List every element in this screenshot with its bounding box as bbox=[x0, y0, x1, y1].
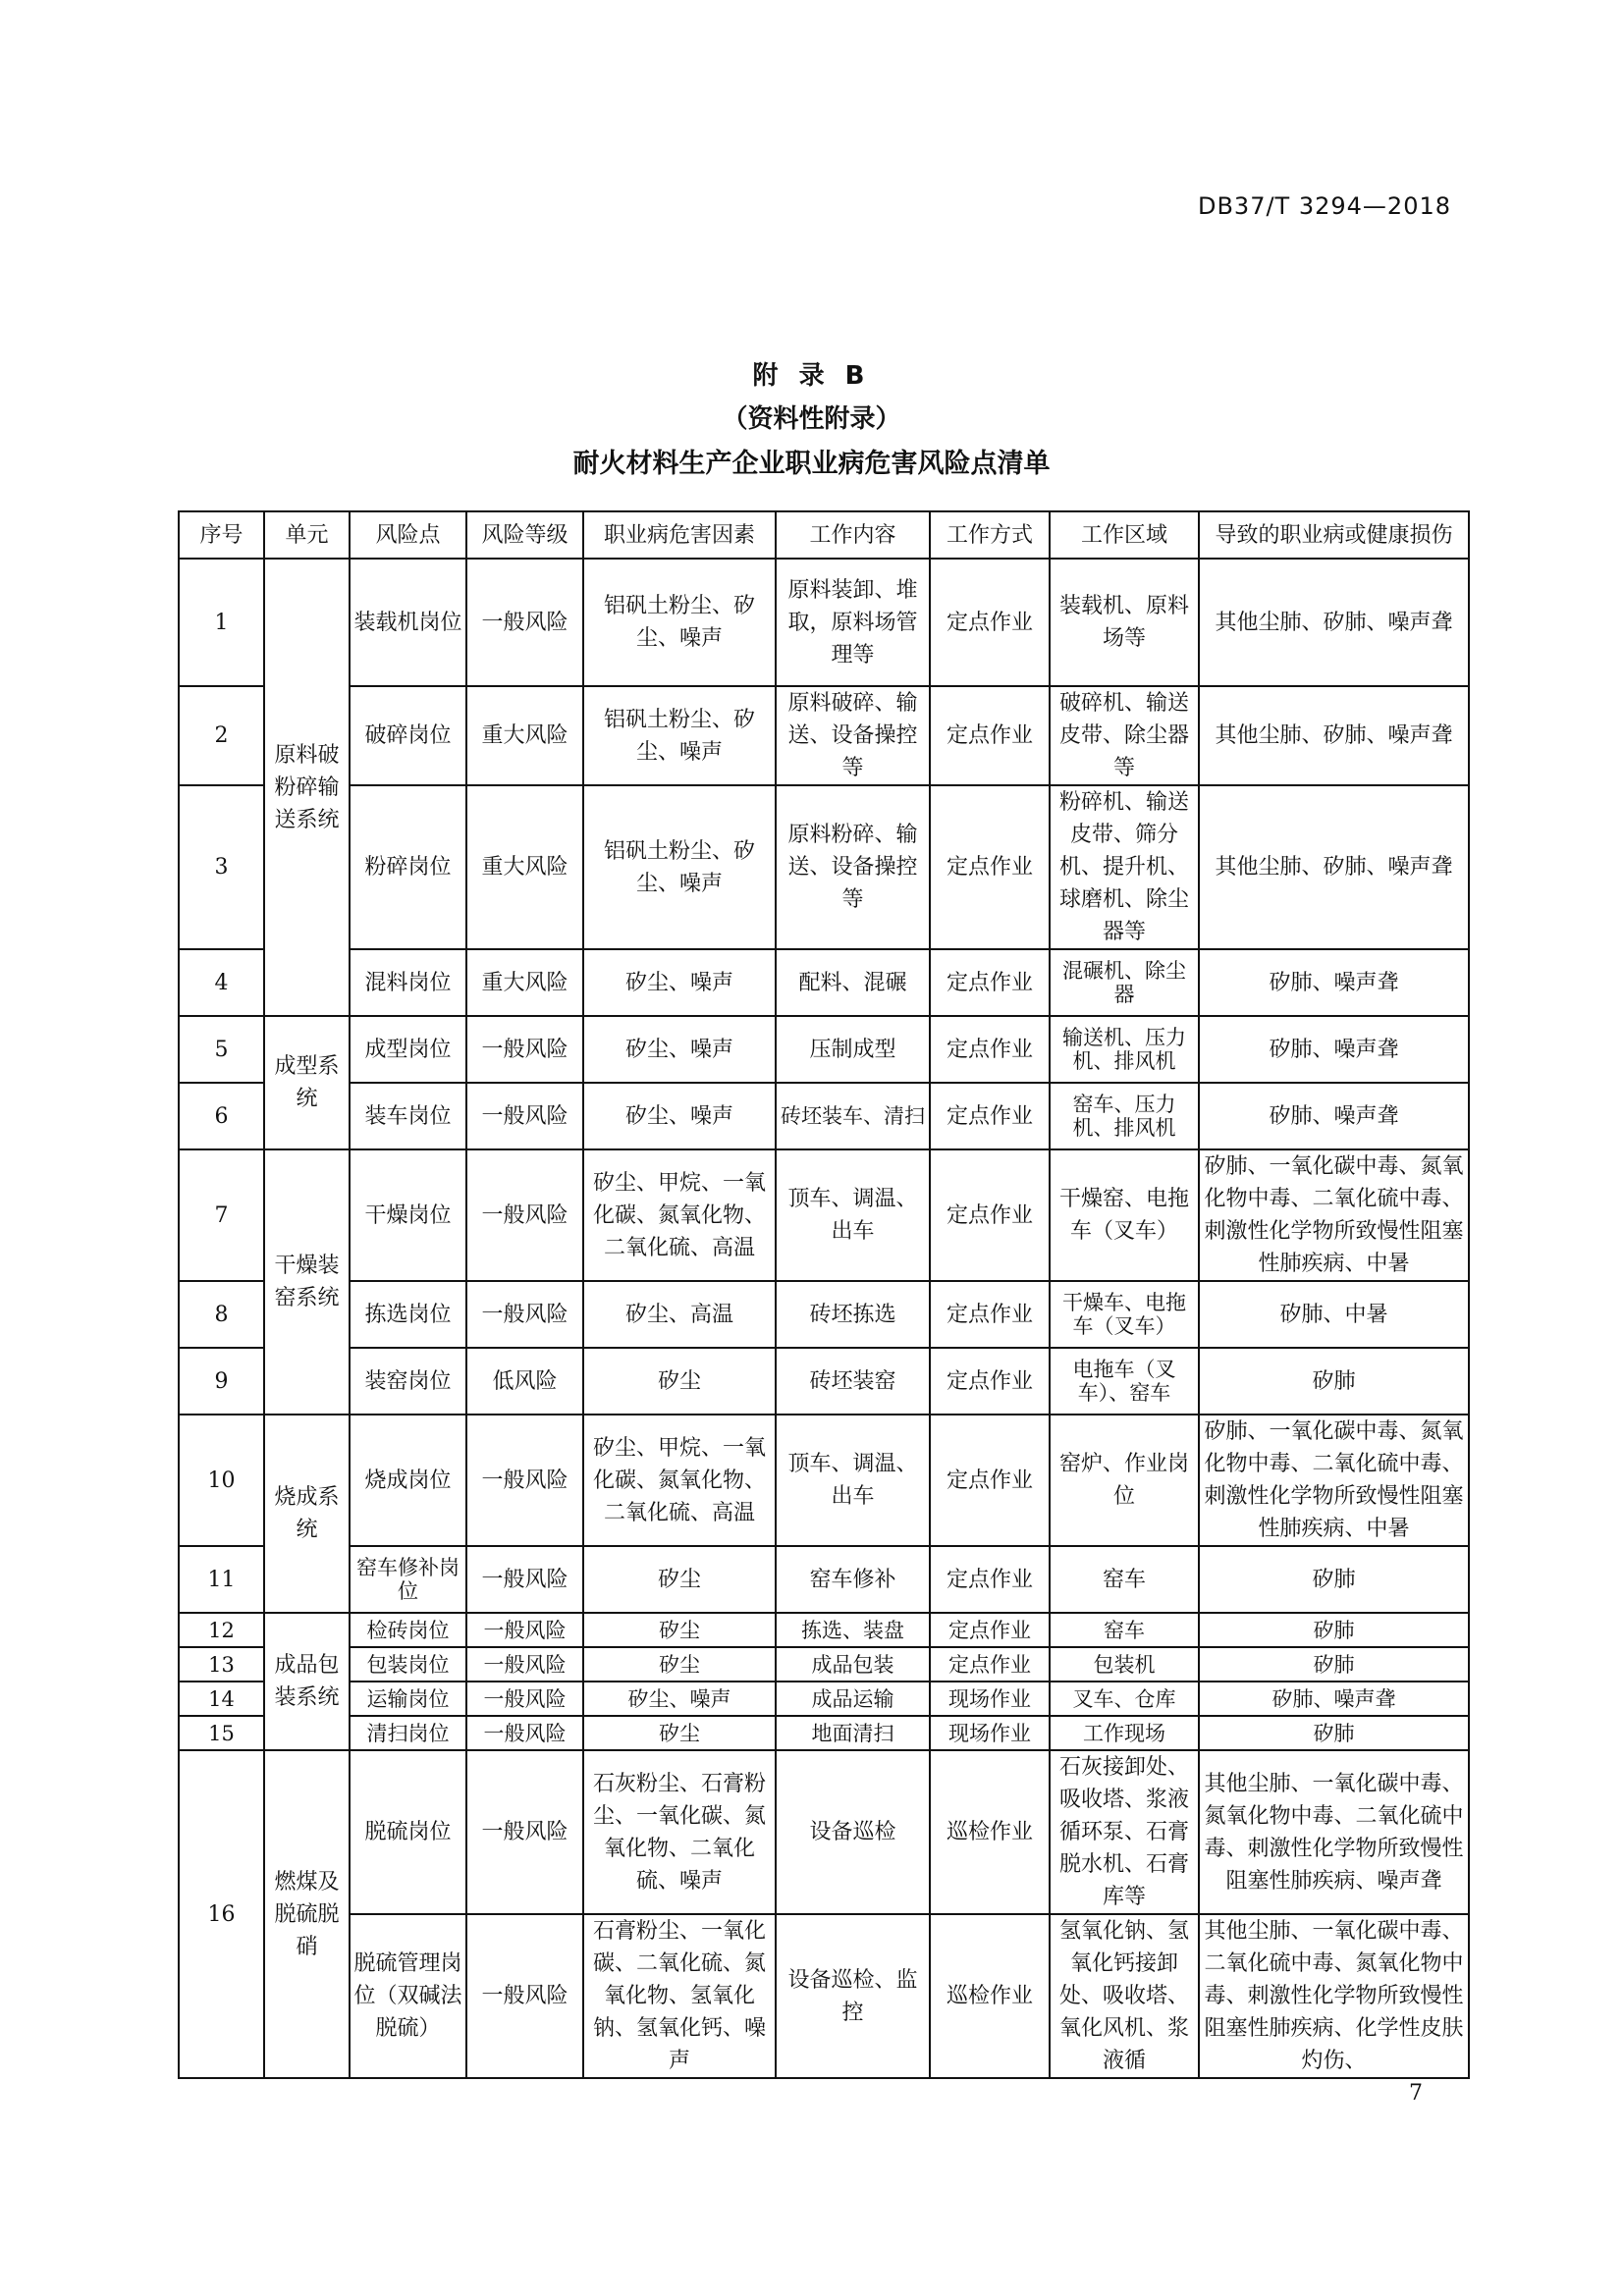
health-effect: 其他尘肺、矽肺、噪声聋 bbox=[1199, 559, 1469, 686]
risk-level: 低风险 bbox=[466, 1348, 583, 1415]
work-mode: 定点作业 bbox=[930, 1613, 1050, 1647]
health-effect: 其他尘肺、一氧化碳中毒、氮氧化物中毒、二氧化硫中毒、刺激性化学物所致慢性阻塞性肺疾病、噪声聋 bbox=[1199, 1750, 1469, 1914]
table-row bbox=[179, 1281, 1469, 1348]
column-header: 职业病危害因素 bbox=[583, 511, 776, 559]
work-content: 窑车修补 bbox=[776, 1546, 930, 1613]
risk-level: 一般风险 bbox=[466, 1281, 583, 1348]
column-header: 序号 bbox=[179, 511, 264, 559]
work-content: 压制成型 bbox=[776, 1016, 930, 1083]
risk-level: 重大风险 bbox=[466, 686, 583, 785]
work-mode: 定点作业 bbox=[930, 1415, 1050, 1546]
risk-level: 一般风险 bbox=[466, 1149, 583, 1281]
health-effect: 矽肺 bbox=[1199, 1716, 1469, 1750]
work-mode: 定点作业 bbox=[930, 1647, 1050, 1682]
hazard-factors: 矽尘、噪声 bbox=[583, 1016, 776, 1083]
row-number: 4 bbox=[179, 949, 264, 1016]
health-effect: 矽肺 bbox=[1199, 1613, 1469, 1647]
appendix-label: 附 录 B bbox=[752, 361, 871, 391]
work-mode: 定点作业 bbox=[930, 949, 1050, 1016]
work-mode: 现场作业 bbox=[930, 1716, 1050, 1750]
work-mode: 定点作业 bbox=[930, 1281, 1050, 1348]
risk-point: 装车岗位 bbox=[350, 1083, 466, 1149]
work-mode: 定点作业 bbox=[930, 1348, 1050, 1415]
hazard-factors: 矽尘、噪声 bbox=[583, 1083, 776, 1149]
appendix-type-note: （资料性附录） bbox=[722, 404, 901, 434]
table-row bbox=[179, 785, 1469, 949]
risk-level: 一般风险 bbox=[466, 1546, 583, 1613]
work-mode: 定点作业 bbox=[930, 1083, 1050, 1149]
table-row bbox=[179, 1914, 1469, 2078]
risk-level: 一般风险 bbox=[466, 1682, 583, 1716]
table-row bbox=[179, 1348, 1469, 1415]
work-mode: 定点作业 bbox=[930, 1016, 1050, 1083]
work-area: 电拖车（叉车）、窑车 bbox=[1050, 1348, 1199, 1415]
column-header: 导致的职业病或健康损伤 bbox=[1199, 511, 1469, 559]
risk-level: 重大风险 bbox=[466, 949, 583, 1016]
work-content: 顶车、调温、出车 bbox=[776, 1415, 930, 1546]
risk-point: 干燥岗位 bbox=[350, 1149, 466, 1281]
health-effect: 矽肺 bbox=[1199, 1647, 1469, 1682]
work-area: 干燥窑、电拖车（叉车） bbox=[1050, 1149, 1199, 1281]
column-header: 工作方式 bbox=[930, 511, 1050, 559]
work-area: 石灰接卸处、吸收塔、浆液循环泵、石膏脱水机、石膏库等 bbox=[1050, 1750, 1199, 1914]
risk-level: 一般风险 bbox=[466, 1716, 583, 1750]
health-effect: 矽肺 bbox=[1199, 1546, 1469, 1613]
column-header: 工作区域 bbox=[1050, 511, 1199, 559]
table-row bbox=[179, 1613, 1469, 1647]
row-number: 10 bbox=[179, 1415, 264, 1546]
work-mode: 定点作业 bbox=[930, 785, 1050, 949]
hazard-factors: 矽尘 bbox=[583, 1613, 776, 1647]
unit-cell: 原料破粉碎输送系统 bbox=[264, 559, 350, 1016]
risk-level: 一般风险 bbox=[466, 559, 583, 686]
table-row bbox=[179, 1016, 1469, 1083]
risk-point: 窑车修补岗位 bbox=[350, 1546, 466, 1613]
risk-point: 清扫岗位 bbox=[350, 1716, 466, 1750]
work-area: 混碾机、除尘器 bbox=[1050, 949, 1199, 1016]
standard-code: DB37/T 3294—2018 bbox=[1197, 192, 1451, 220]
hazard-factors: 矽尘、噪声 bbox=[583, 1682, 776, 1716]
work-area: 窑车 bbox=[1050, 1546, 1199, 1613]
table-row bbox=[179, 686, 1469, 785]
risk-point: 烧成岗位 bbox=[350, 1415, 466, 1546]
risk-point: 混料岗位 bbox=[350, 949, 466, 1016]
risk-point: 成型岗位 bbox=[350, 1016, 466, 1083]
work-content: 成品运输 bbox=[776, 1682, 930, 1716]
row-number: 12 bbox=[179, 1613, 264, 1647]
risk-point: 包装岗位 bbox=[350, 1647, 466, 1682]
hazard-factors: 矽尘、高温 bbox=[583, 1281, 776, 1348]
row-number: 16 bbox=[179, 1750, 264, 2078]
health-effect: 其他尘肺、矽肺、噪声聋 bbox=[1199, 686, 1469, 785]
row-number: 11 bbox=[179, 1546, 264, 1613]
health-effect: 矽肺、噪声聋 bbox=[1199, 1016, 1469, 1083]
page-number: 7 bbox=[1409, 2081, 1423, 2106]
work-area: 氢氧化钠、氢氧化钙接卸处、吸收塔、氧化风机、浆液循 bbox=[1050, 1914, 1199, 2078]
risk-level: 一般风险 bbox=[466, 1613, 583, 1647]
risk-level: 一般风险 bbox=[466, 1750, 583, 1914]
hazard-factors: 铝矾土粉尘、矽尘、噪声 bbox=[583, 785, 776, 949]
work-area: 装载机、原料场等 bbox=[1050, 559, 1199, 686]
health-effect: 其他尘肺、一氧化碳中毒、二氧化硫中毒、氮氧化物中毒、刺激性化学物所致慢性阻塞性肺疾病、化学性皮肤灼伤、 bbox=[1199, 1914, 1469, 2078]
hazard-factors: 石灰粉尘、石膏粉尘、一氧化碳、氮氧化物、二氧化硫、噪声 bbox=[583, 1750, 776, 1914]
table-row bbox=[179, 1647, 1469, 1682]
work-mode: 定点作业 bbox=[930, 686, 1050, 785]
health-effect: 矽肺、一氧化碳中毒、氮氧化物中毒、二氧化硫中毒、刺激性化学物所致慢性阻塞性肺疾病、中暑 bbox=[1199, 1149, 1469, 1281]
row-number: 15 bbox=[179, 1716, 264, 1750]
table-row bbox=[179, 1415, 1469, 1546]
hazard-factors: 矽尘 bbox=[583, 1647, 776, 1682]
hazard-factors: 铝矾土粉尘、矽尘、噪声 bbox=[583, 686, 776, 785]
column-header: 风险点 bbox=[350, 511, 466, 559]
work-content: 原料粉碎、输送、设备操控等 bbox=[776, 785, 930, 949]
row-number: 8 bbox=[179, 1281, 264, 1348]
table-row bbox=[179, 559, 1469, 686]
risk-level: 一般风险 bbox=[466, 1914, 583, 2078]
row-number: 2 bbox=[179, 686, 264, 785]
table-row bbox=[179, 1682, 1469, 1716]
unit-cell: 燃煤及脱硫脱硝 bbox=[264, 1750, 350, 2078]
health-effect: 其他尘肺、矽肺、噪声聋 bbox=[1199, 785, 1469, 949]
work-area: 工作现场 bbox=[1050, 1716, 1199, 1750]
work-content: 原料破碎、输送、设备操控等 bbox=[776, 686, 930, 785]
risk-level: 一般风险 bbox=[466, 1083, 583, 1149]
hazard-factors: 矽尘 bbox=[583, 1546, 776, 1613]
row-number: 6 bbox=[179, 1083, 264, 1149]
hazard-factors: 矽尘、噪声 bbox=[583, 949, 776, 1016]
unit-cell: 成品包装系统 bbox=[264, 1613, 350, 1750]
work-content: 砖坯装车、清扫 bbox=[776, 1083, 930, 1149]
health-effect: 矽肺、噪声聋 bbox=[1199, 1682, 1469, 1716]
work-area: 窑炉、作业岗位 bbox=[1050, 1415, 1199, 1546]
row-number: 5 bbox=[179, 1016, 264, 1083]
table-row bbox=[179, 1750, 1469, 1914]
risk-point-table bbox=[178, 510, 1470, 2079]
row-number: 14 bbox=[179, 1682, 264, 1716]
row-number: 3 bbox=[179, 785, 264, 949]
health-effect: 矽肺、中暑 bbox=[1199, 1281, 1469, 1348]
hazard-factors: 矽尘 bbox=[583, 1716, 776, 1750]
unit-cell: 成型系统 bbox=[264, 1016, 350, 1149]
work-mode: 定点作业 bbox=[930, 1149, 1050, 1281]
risk-level: 一般风险 bbox=[466, 1647, 583, 1682]
risk-point: 检砖岗位 bbox=[350, 1613, 466, 1647]
risk-level: 一般风险 bbox=[466, 1016, 583, 1083]
risk-point: 装窑岗位 bbox=[350, 1348, 466, 1415]
work-area: 叉车、仓库 bbox=[1050, 1682, 1199, 1716]
row-number: 7 bbox=[179, 1149, 264, 1281]
risk-point: 粉碎岗位 bbox=[350, 785, 466, 949]
column-header: 单元 bbox=[264, 511, 350, 559]
work-area: 窑车 bbox=[1050, 1613, 1199, 1647]
document-title: 耐火材料生产企业职业病危害风险点清单 bbox=[572, 449, 1051, 479]
health-effect: 矽肺、噪声聋 bbox=[1199, 1083, 1469, 1149]
work-mode: 定点作业 bbox=[930, 559, 1050, 686]
work-area: 包装机 bbox=[1050, 1647, 1199, 1682]
row-number: 9 bbox=[179, 1348, 264, 1415]
column-header: 工作内容 bbox=[776, 511, 930, 559]
work-content: 砖坯拣选 bbox=[776, 1281, 930, 1348]
work-content: 拣选、装盘 bbox=[776, 1613, 930, 1647]
risk-point: 运输岗位 bbox=[350, 1682, 466, 1716]
table-row bbox=[179, 949, 1469, 1016]
work-content: 顶车、调温、出车 bbox=[776, 1149, 930, 1281]
work-content: 砖坯装窑 bbox=[776, 1348, 930, 1415]
table-header-row bbox=[179, 511, 1469, 559]
work-mode: 现场作业 bbox=[930, 1682, 1050, 1716]
work-area: 窑车、压力机、排风机 bbox=[1050, 1083, 1199, 1149]
work-content: 设备巡检 bbox=[776, 1750, 930, 1914]
work-mode: 巡检作业 bbox=[930, 1914, 1050, 2078]
health-effect: 矽肺 bbox=[1199, 1348, 1469, 1415]
table-row bbox=[179, 1716, 1469, 1750]
work-area: 破碎机、输送皮带、除尘器等 bbox=[1050, 686, 1199, 785]
work-area: 粉碎机、输送皮带、筛分机、提升机、球磨机、除尘器等 bbox=[1050, 785, 1199, 949]
work-content: 设备巡检、监控 bbox=[776, 1914, 930, 2078]
risk-level: 重大风险 bbox=[466, 785, 583, 949]
hazard-factors: 石膏粉尘、一氧化碳、二氧化硫、氮氧化物、氢氧化钠、氢氧化钙、噪声 bbox=[583, 1914, 776, 2078]
work-area: 输送机、压力机、排风机 bbox=[1050, 1016, 1199, 1083]
column-header: 风险等级 bbox=[466, 511, 583, 559]
health-effect: 矽肺、一氧化碳中毒、氮氧化物中毒、二氧化硫中毒、刺激性化学物所致慢性阻塞性肺疾病、中暑 bbox=[1199, 1415, 1469, 1546]
table-row bbox=[179, 1083, 1469, 1149]
table-row bbox=[179, 1149, 1469, 1281]
risk-point: 拣选岗位 bbox=[350, 1281, 466, 1348]
hazard-factors: 矽尘 bbox=[583, 1348, 776, 1415]
risk-point: 破碎岗位 bbox=[350, 686, 466, 785]
hazard-factors: 铝矾土粉尘、矽尘、噪声 bbox=[583, 559, 776, 686]
unit-cell: 干燥装窑系统 bbox=[264, 1149, 350, 1415]
hazard-factors: 矽尘、甲烷、一氧化碳、氮氧化物、二氧化硫、高温 bbox=[583, 1415, 776, 1546]
work-mode: 定点作业 bbox=[930, 1546, 1050, 1613]
hazard-factors: 矽尘、甲烷、一氧化碳、氮氧化物、二氧化硫、高温 bbox=[583, 1149, 776, 1281]
row-number: 13 bbox=[179, 1647, 264, 1682]
table-row bbox=[179, 1546, 1469, 1613]
work-content: 地面清扫 bbox=[776, 1716, 930, 1750]
work-content: 配料、混碾 bbox=[776, 949, 930, 1016]
risk-level: 一般风险 bbox=[466, 1415, 583, 1546]
risk-point: 装载机岗位 bbox=[350, 559, 466, 686]
work-content: 原料装卸、堆取，原料场管理等 bbox=[776, 559, 930, 686]
risk-point: 脱硫管理岗位（双碱法脱硫） bbox=[350, 1914, 466, 2078]
unit-cell: 烧成系统 bbox=[264, 1415, 350, 1613]
row-number: 1 bbox=[179, 559, 264, 686]
work-area: 干燥车、电拖车（叉车） bbox=[1050, 1281, 1199, 1348]
work-mode: 巡检作业 bbox=[930, 1750, 1050, 1914]
risk-point: 脱硫岗位 bbox=[350, 1750, 466, 1914]
health-effect: 矽肺、噪声聋 bbox=[1199, 949, 1469, 1016]
work-content: 成品包装 bbox=[776, 1647, 930, 1682]
